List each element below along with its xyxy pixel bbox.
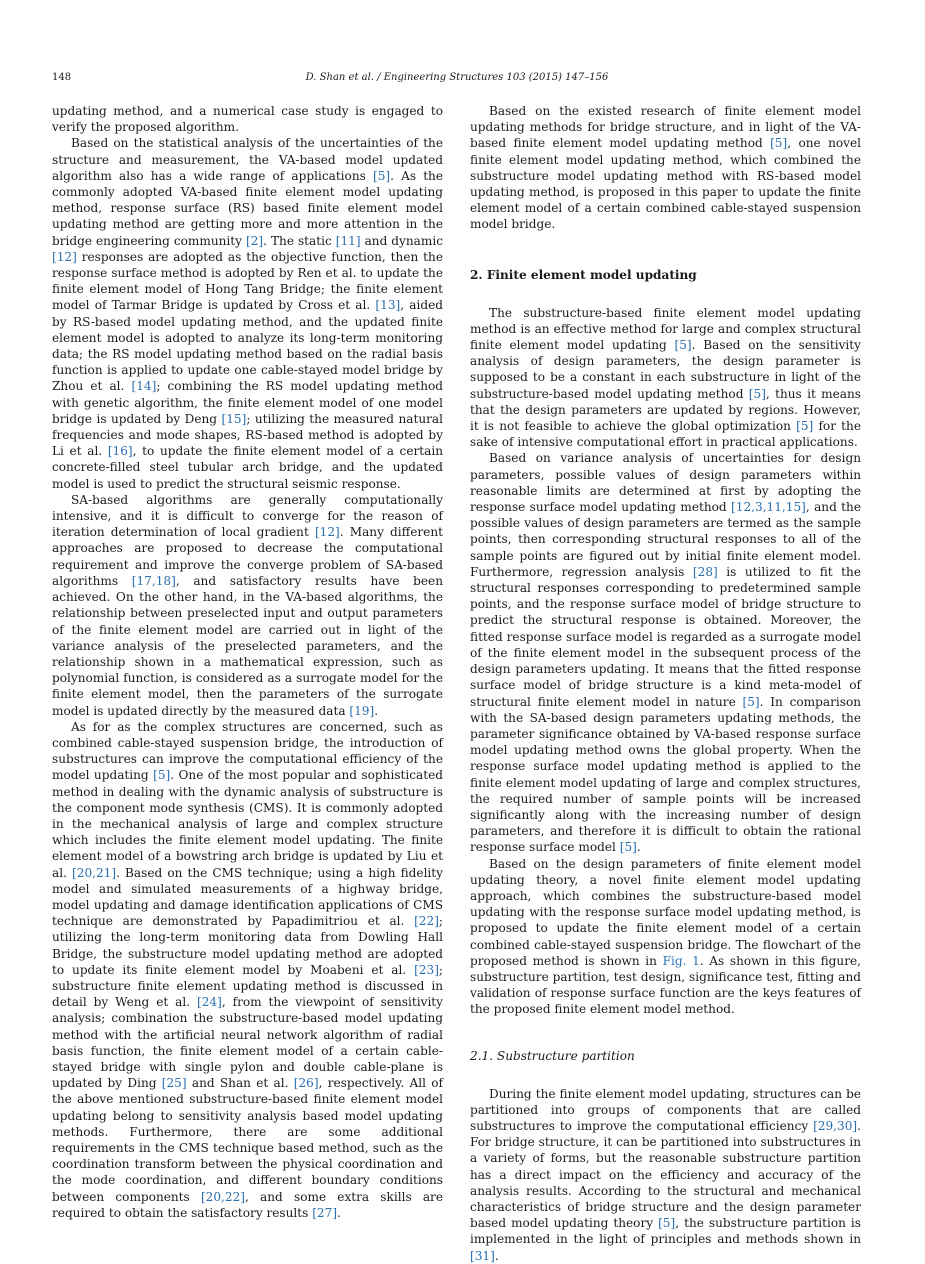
citation-link[interactable]: [5] (674, 338, 692, 353)
citation-link[interactable]: [5] (748, 386, 766, 401)
paragraph-right-5: During the finite element model updating, structures can be partitioned into groups of components that are called substructures to improve the computational efficiency [29,30]. For bridge structure, it can be partitioned into substructures in a variety of forms, but the reasonable substructure partition has a direct impact on the efficiency and accuracy of the analysis results. According to the structural and mechanical characteristics of bridge structure and the design parameter based model updating theory [5], the substructure partition is implemented in the light of principles and methods shown in [31]. (470, 1086, 861, 1263)
citation-link[interactable]: [25] (161, 1076, 187, 1091)
citation-link[interactable]: [23] (414, 962, 439, 977)
paragraph-right-2: The substructure-based finite element model updating method is an effective method for large and complex structural finite element model updating [5]. Based on the sensitivity analysis of design parameters, the design parameter is supposed to be a constant in each substructure in light of the substructure-based model updating method [5], thus it means that the design parameters are updated by regions. However, it is not feasible to achieve the global optimization [5] for the sake of intensive computational effort in practical applications. (470, 305, 861, 450)
citation-link[interactable]: [12] (52, 249, 77, 264)
citation-link[interactable]: [12] (314, 525, 340, 540)
citation-link[interactable]: [14] (131, 379, 157, 394)
citation-link[interactable]: [20,22] (200, 1189, 246, 1204)
citation-link[interactable]: [29,30] (813, 1118, 858, 1133)
citation-link[interactable]: [13] (375, 298, 401, 313)
citation-link[interactable]: [26] (293, 1076, 319, 1091)
page-header (52, 72, 862, 88)
citation-link[interactable]: [5] (658, 1216, 676, 1231)
paragraph-left-2: Based on the statistical analysis of the uncertainties of the structure and measurement, the VA-based model updated algorithm also has a wide range of applications [5]. As the commonly adopted VA-based finite element model updating method, response surface (RS) based finite element model updating method are getting more and more attention in the bridge engineering community [2]. The static [11] and dynamic [12] responses are adopted as the objective function, then the response surface method is adopted by Ren et al. to update the finite element model of Hong Tang Bridge; the finite element model of Tarmar Bridge is updated by Cross et al. [13], aided by RS-based model updating method, and the updated finite element model is adopted to analyze its long-term monitoring data; the RS model updating method based on the radial basis function is applied to update one cable-stayed model bridge by Zhou et al. [14]; combining the RS model updating method with genetic algorithm, the finite element model of one model bridge is updated by Deng [15]; utilizing the measured natural frequencies and mode shapes, RS-based method is adopted by Li et al. [16], to update the finite element model of a certain concrete-filled steel tubular arch bridge, and the updated model is used to predict the structural seismic response. (52, 136, 444, 491)
citation-link[interactable]: [16] (107, 444, 133, 459)
citation-link[interactable]: [5] (742, 694, 760, 709)
citation-link[interactable]: [2] (245, 233, 264, 248)
citation-link[interactable]: [11] (335, 233, 361, 248)
citation-link[interactable]: [19] (349, 703, 375, 718)
citation-link[interactable]: [5] (372, 168, 391, 183)
citation-link[interactable]: [5] (153, 768, 171, 783)
section-heading-2-1: 2.1. Substructure partition (470, 1048, 635, 1063)
paragraph-right-1: Based on the existed research of finite element model updating methods for bridge structure, and in light of the VA-based finite element model updating method [5], one novel finite element model updating method, which combined the substructure model updating method with RS-based model updating method, is proposed in this paper to update the finite element model of a certain combined cable-stayed suspension model bridge. (470, 104, 861, 232)
citation-link[interactable]: [24] (197, 995, 222, 1010)
citation-link[interactable]: [15] (221, 411, 247, 426)
citation-link[interactable]: [5] (619, 840, 637, 855)
citation-link[interactable]: [28] (692, 564, 718, 579)
right-column (470, 103, 861, 1264)
paragraph-left-4: As for as the complex structures are concerned, such as combined cable-stayed suspension bridge, the introduction of substructures can improve the computational efficiency of the model updating [5]. One of the most popular and sophisticated method in dealing with the dynamic analysis of substructure is the component mode synthesis (CMS). It is commonly adopted in the mechanical analysis of large and complex structure which includes the finite element model updating. The finite element model of a bowstring arch bridge is updated by Liu et al. [20,21]. Based on the CMS technique; using a high fidelity model and simulated measurements of a highway bridge, model updating and damage identification applications of CMS technique are demonstrated by Papadimitriou et al. [22]; utilizing the long-term monitoring data from Dowling Hall Bridge, the substructure model updating method are adopted to update its finite element model by Moabeni et al. [23]; substructure finite element updating method is discussed in detail by Weng et al. [24], from the viewpoint of sensitivity analysis; combination the substructure-based model updating method with the artificial neural network algorithm of radial basis function, the finite element model of a certain cable-stayed bridge with single pylon and double cable-plane is updated by Ding [25] and Shan et al. [26], respectively. All of the above mentioned substructure-based finite element model updating belong to sensitivity analysis based model updating methods. Furthermore, there are some additional requirements in the CMS technique based method, such as the coordination transform between the physical coordination and the mode coordination, and different boundary conditions between components [20,22], and some extra skills are required to obtain the satisfactory results [27]. (52, 719, 444, 1220)
citation-link[interactable]: [22] (414, 914, 439, 929)
paragraph-left-1: updating method, and a numerical case study is engaged to verify the proposed algorithm. (52, 104, 443, 135)
figure-link[interactable]: Fig. 1 (662, 953, 700, 968)
paragraph-right-4: Based on the design parameters of finite element model updating theory, a novel finite element model updating approach, which combines the substructure-based model updating with the response surface model updating method, is proposed to update the finite element model of a certain combined cable-stayed suspension bridge. The flowchart of the proposed method is shown in Fig. 1. As shown in this figure, substructure partition, test design, significance test, fitting and validation of response surface function are the keys features of the proposed finite element model method. (470, 856, 861, 1017)
citation-link[interactable]: [20,21] (72, 865, 117, 880)
citation-link[interactable]: [5] (770, 136, 788, 151)
citation-link[interactable]: [17,18] (131, 573, 176, 588)
running-head: D. Shan et al. / Engineering Structures 103 (2015) 147–156 (305, 72, 609, 83)
citation-link[interactable]: [5] (796, 419, 814, 434)
page-number: 148 (52, 72, 72, 83)
citation-link[interactable]: [12,3,11,15] (731, 500, 806, 515)
paragraph-left-3: SA-based algorithms are generally computationally intensive, and it is difficult to converge for the reason of iteration determination of local gradient [12]. Many different approaches are proposed to decrease the computational requirement and improve the converge problem of SA-based algorithms [17,18], and satisfactory results have been achieved. On the other hand, in the VA-based algorithms, the relationship between preselected input and output parameters of the finite element model are carried out in light of the variance analysis of the preselected parameters, and the relationship shown in a mathematical expression, such as polynomial function, is considered as a surrogate model for the finite element model, then the parameters of the surrogate model is updated directly by the measured data [19]. (52, 492, 443, 718)
citation-link[interactable]: [27] (312, 1205, 338, 1220)
section-heading-2: 2. Finite element model updating (470, 267, 697, 282)
citation-link[interactable]: [31] (470, 1248, 495, 1263)
paragraph-right-3: Based on variance analysis of uncertainties for design parameters, possible values of design parameters within reasonable limits are determined at first by adopting the response surface model updating method [12,3,11,15], and the possible values of design parameters are termed as the sample points, then corresponding structural responses to all of the sample points are figured out by initial finite element model. Furthermore, regression analysis [28] is utilized to fit the structural responses corresponding to predetermined sample points, and the response surface model of bridge structure to predict the structural response is obtained. Moreover, the fitted response surface model is regarded as a surrogate model of the finite element model in the subsequent process of the design parameters updating. It means that the fitted response surface model of bridge structure is a kind meta-model of structural finite element model in nature [5]. In comparison with the SA-based design parameters updating methods, the parameter significance obtained by VA-based response surface model updating method owns the global property. When the response surface model updating method is applied to the finite element model updating of large and complex structures, the required number of sample points will be increased significantly along with the increasing number of design parameters, and therefore it is difficult to obtain the rational response surface model [5]. (470, 451, 862, 855)
left-column (52, 103, 443, 1221)
